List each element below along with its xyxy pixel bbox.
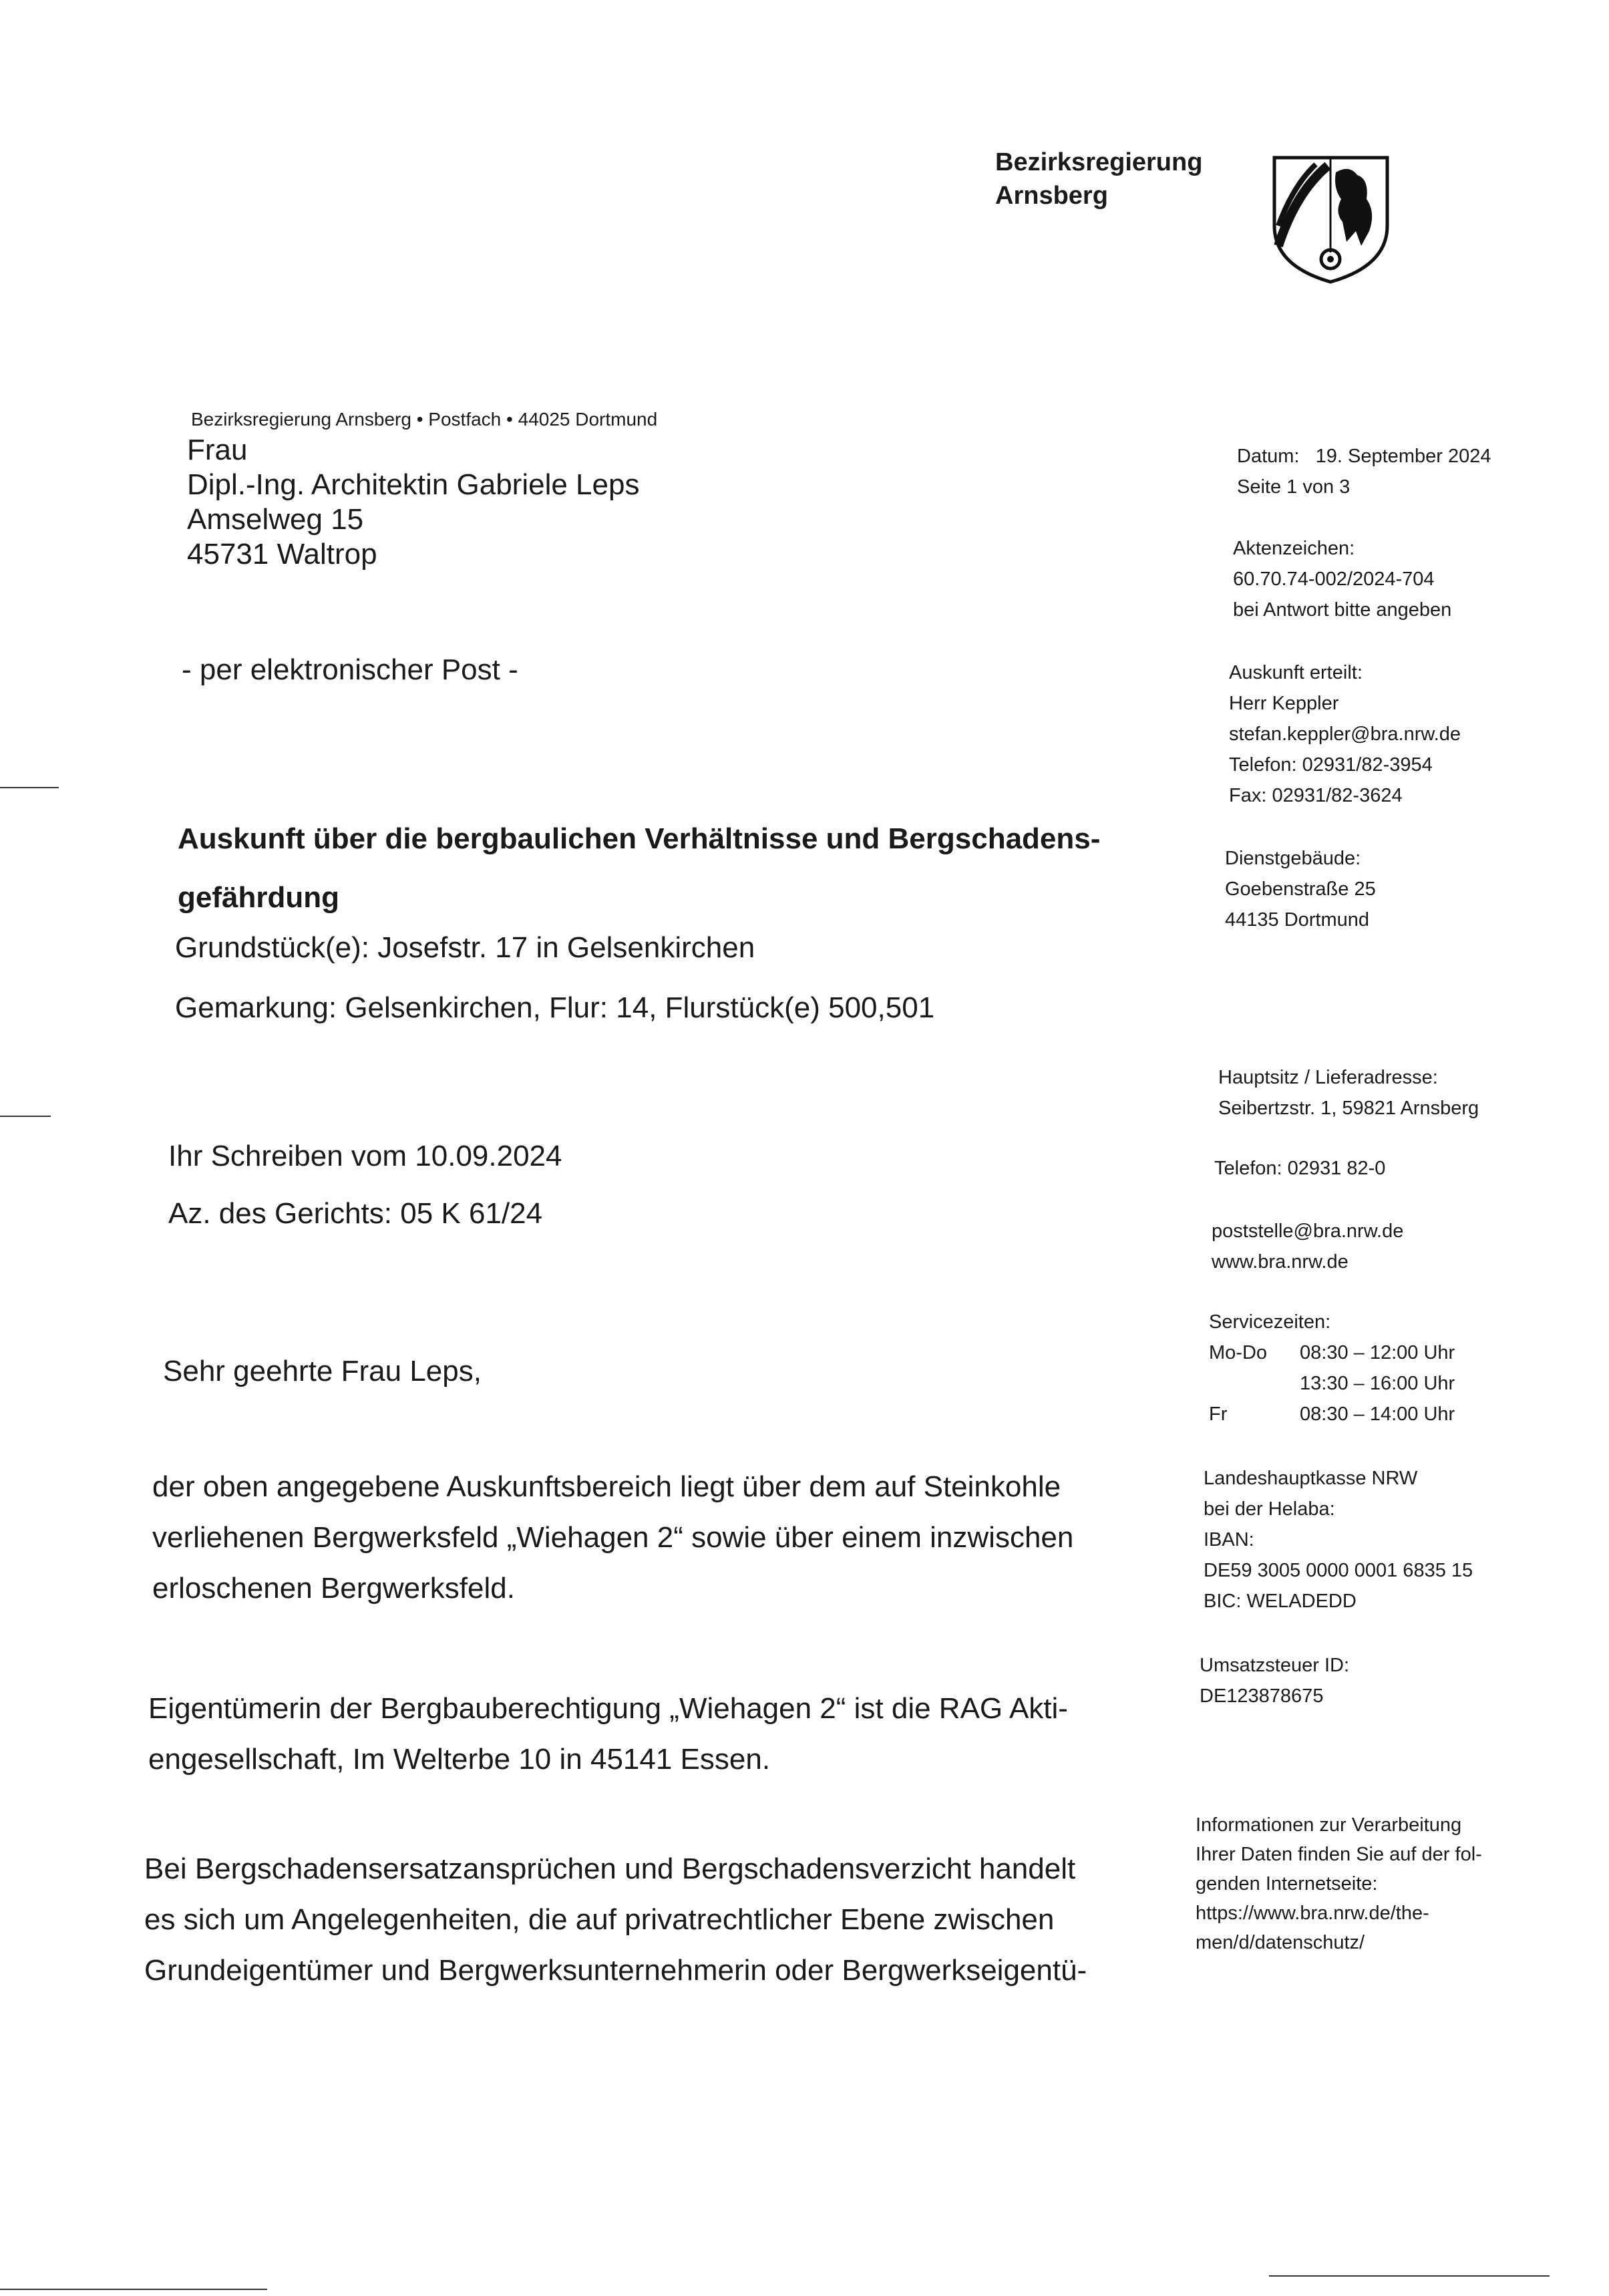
info-vat-block [1200, 1650, 1349, 1711]
fold-mark-top [0, 787, 59, 788]
info-file-label: Aktenzeichen: [1233, 538, 1355, 559]
authority-line-2: Arnsberg [995, 182, 1108, 210]
service-day [1209, 1368, 1300, 1399]
info-email: poststelle@bra.nrw.de [1212, 1220, 1404, 1242]
subject-line-2: gefährdung [178, 881, 339, 914]
info-bank-line-2: bei der Helaba: [1204, 1498, 1335, 1520]
recipient-line-1: Frau [187, 434, 248, 466]
service-time: 13:30 – 16:00 Uhr [1300, 1373, 1455, 1394]
info-hq-address: Seibertzstr. 1, 59821 Arnsberg [1218, 1098, 1479, 1119]
privacy-line-2: Ihrer Daten finden Sie auf der fol- [1196, 1844, 1482, 1865]
privacy-line-5: men/d/datenschutz/ [1196, 1932, 1365, 1953]
info-service-block [1209, 1307, 1455, 1430]
recipient-line-2: Dipl.-Ing. Architektin Gabriele Leps [187, 468, 640, 501]
reference-court: Az. des Gerichts: 05 K 61/24 [168, 1197, 543, 1230]
info-service-label: Servicezeiten: [1209, 1311, 1331, 1333]
recipient-line-4: 45731 Waltrop [187, 538, 377, 570]
body-p3-line-3: Grundeigentümer und Bergwerksunternehmerin oder Bergwerkseigentü- [144, 1954, 1087, 1987]
body-paragraph-2 [148, 1683, 1177, 1785]
body-paragraph-1 [152, 1462, 1181, 1614]
authority-line-1: Bezirksregierung [995, 148, 1203, 176]
body-p1-line-2: verliehenen Bergwerksfeld „Wiehagen 2“ sowie über einem inzwischen [152, 1521, 1074, 1554]
info-contact-phone: Telefon: 02931/82-3954 [1229, 754, 1433, 776]
service-row [1209, 1368, 1455, 1399]
info-iban: DE59 3005 0000 0001 6835 15 [1204, 1560, 1473, 1581]
info-contact-name: Herr Keppler [1229, 693, 1339, 714]
info-page: Seite 1 von 3 [1237, 476, 1351, 498]
info-file-value: 60.70.74-002/2024-704 [1233, 568, 1435, 590]
footer-rule-right [1269, 2275, 1550, 2277]
privacy-line-1: Informationen zur Verarbeitung [1196, 1814, 1462, 1836]
footer-rule-left [0, 2289, 267, 2290]
info-office-label: Dienstgebäude: [1225, 848, 1361, 869]
body-paragraph-3 [144, 1844, 1173, 1996]
info-office-city: 44135 Dortmund [1225, 909, 1370, 931]
subject-property: Grundstück(e): Josefstr. 17 in Gelsenkirchen [175, 931, 755, 964]
info-office-street: Goebenstraße 25 [1225, 878, 1376, 900]
info-hq-phone: Telefon: 02931 82-0 [1214, 1158, 1386, 1179]
body-p1-line-3: erloschenen Bergwerksfeld. [152, 1572, 515, 1605]
info-bank-block [1204, 1463, 1473, 1617]
info-date-value: 19. September 2024 [1315, 446, 1491, 467]
info-bank-line-1: Landeshauptkasse NRW [1204, 1468, 1418, 1489]
subject-heading [178, 810, 1100, 927]
info-web-block [1212, 1216, 1403, 1277]
info-vat-label: Umsatzsteuer ID: [1200, 1655, 1349, 1676]
sender-return-address: Bezirksregierung Arnsberg • Postfach • 44025 Dortmund [191, 409, 658, 430]
info-web: www.bra.nrw.de [1212, 1251, 1349, 1273]
info-privacy-block [1196, 1810, 1482, 1957]
nrw-coat-of-arms-icon [1269, 152, 1393, 286]
privacy-line-3: genden Internetseite: [1196, 1873, 1378, 1895]
info-date-label: Datum: [1237, 446, 1300, 467]
body-p3-line-1: Bei Bergschadensersatzansprüchen und Bergschadensverzicht handelt [144, 1852, 1076, 1885]
service-row [1209, 1399, 1455, 1430]
info-file-block [1233, 533, 1451, 625]
delivery-method: - per elektronischer Post - [182, 653, 518, 686]
recipient-address [187, 433, 639, 572]
info-contact-email: stefan.keppler@bra.nrw.de [1229, 723, 1461, 745]
body-p3-line-2: es sich um Angelegenheiten, die auf privatrechtlicher Ebene zwischen [144, 1903, 1055, 1936]
fold-mark-middle [0, 1116, 51, 1117]
info-contact-block [1229, 657, 1461, 811]
subject-line-1: Auskunft über die bergbaulichen Verhältnisse und Bergschadens- [178, 822, 1101, 855]
info-vat: DE123878675 [1200, 1685, 1324, 1707]
salutation: Sehr geehrte Frau Leps, [163, 1355, 482, 1387]
authority-name [995, 146, 1202, 212]
info-hq-block [1218, 1062, 1479, 1124]
info-bic: BIC: WELADEDD [1204, 1591, 1357, 1612]
service-day: Mo-Do [1209, 1342, 1268, 1363]
info-hq-label: Hauptsitz / Lieferadresse: [1218, 1067, 1438, 1088]
info-date [1237, 441, 1491, 472]
service-time: 08:30 – 14:00 Uhr [1300, 1404, 1455, 1425]
info-contact-label: Auskunft erteilt: [1229, 662, 1363, 683]
reference-letter: Ihr Schreiben vom 10.09.2024 [168, 1140, 562, 1172]
info-contact-fax: Fax: 02931/82-3624 [1229, 785, 1403, 806]
body-p1-line-1: der oben angegebene Auskunftsbereich liegt über dem auf Steinkohle [152, 1470, 1061, 1503]
info-date-block [1237, 441, 1491, 502]
service-time: 08:30 – 12:00 Uhr [1300, 1342, 1455, 1363]
service-day: Fr [1209, 1404, 1228, 1425]
subject-parcel: Gemarkung: Gelsenkirchen, Flur: 14, Flurstück(e) 500,501 [175, 991, 935, 1024]
info-file-note: bei Antwort bitte angeben [1233, 599, 1452, 621]
info-office-block [1225, 843, 1376, 935]
body-p2-line-1: Eigentümerin der Bergbauberechtigung „Wiehagen 2“ ist die RAG Akti- [148, 1692, 1068, 1725]
privacy-line-4: https://www.bra.nrw.de/the- [1196, 1903, 1429, 1924]
body-p2-line-2: engesellschaft, Im Welterbe 10 in 45141 Essen. [148, 1743, 771, 1776]
recipient-line-3: Amselweg 15 [187, 503, 364, 536]
info-iban-label: IBAN: [1204, 1529, 1254, 1550]
service-row [1209, 1337, 1455, 1368]
